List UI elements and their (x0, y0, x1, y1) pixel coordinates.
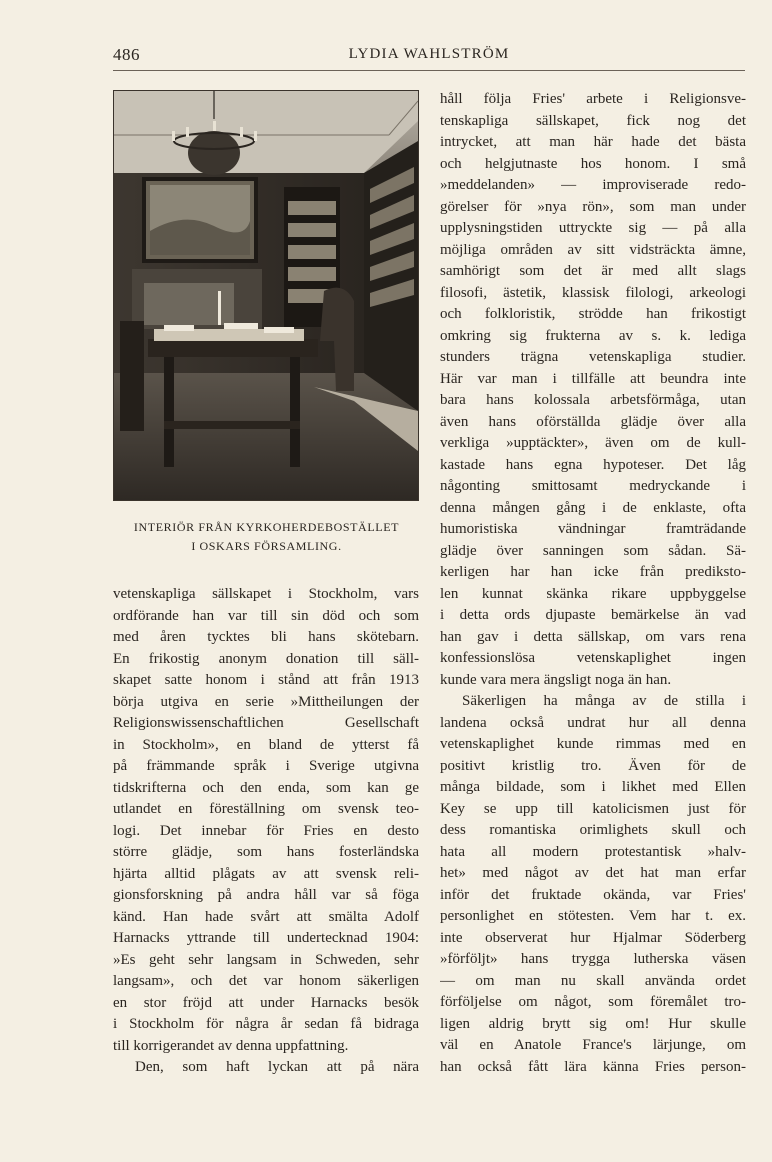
text-line: samhörigt som det är med allt slags (440, 263, 746, 279)
text-line: glädje över sanningen som sådan. Sä- (440, 542, 746, 559)
text-line: dess romantiska orimlighets skull och (440, 822, 746, 838)
text-line: stunders trägna vetenskapliga studier. (440, 349, 746, 365)
text-line: filosofi, ästetik, klassisk filologi, arkeologi (440, 284, 746, 301)
header-rule (113, 70, 745, 71)
text-line: håll följa Fries' arbete i Religionsve- (440, 91, 746, 107)
text-line: bara hans kolossala arbetsförmåga, utan (440, 392, 746, 408)
text-line: även hans oförställda glädje över alla (440, 413, 746, 430)
text-line: i detta ords djupaste bemärkelse än vad (440, 607, 746, 623)
text-line: — om man nu skall använda ordet (440, 972, 746, 989)
text-line: landena också undrat hur all denna (440, 714, 746, 731)
text-line: hjärta alltid plågats av att svensk reli- (113, 865, 419, 882)
text-line: vetenskapliga sällskapet i Stockholm, vars (113, 586, 419, 602)
text-line: konfessionslösa vetenskaplighet ingen (440, 650, 746, 666)
text-line: förföljelse om något, som föremålet tro- (440, 994, 746, 1010)
text-line: han också fått lära känna Fries person- (440, 1058, 746, 1075)
text-line: till korrigerandet av denna uppfattning. (113, 1037, 349, 1054)
right-column-text (440, 89, 746, 1078)
text-line: hata all modern protestantisk »halv- (440, 843, 746, 860)
text-line: och helgjutnaste hos honom. I små (440, 155, 746, 172)
text-line: personlighet en stötesten. Vem har t. ex. (440, 908, 746, 924)
text-line: börja utgiva en serie »Mittheilungen der (113, 693, 419, 710)
text-line: denna mången gång i de enklaste, ofta (440, 499, 746, 516)
text-line: upplysningstiden uttryckte sig — på alla (440, 220, 746, 236)
text-line: tenskapliga sällskapet, fick nog det (440, 112, 746, 129)
text-line: verkliga »upptäckter», även om de kull- (440, 435, 746, 451)
text-line: humoristiska vändningar framträdande (440, 521, 746, 537)
text-line: Harnacks yttrande till undertecknad 1904: (113, 930, 419, 946)
text-line: inför det fruktade okända, var Fries' (440, 886, 746, 903)
text-line: gionsforskning på andra håll var så föga (113, 887, 419, 903)
page-header (113, 45, 745, 73)
photo-caption (113, 518, 420, 556)
text-line: in Stockholm», en bland de ytterst få (113, 736, 419, 753)
text-line: langsam», och det var honom säkerligen (113, 973, 419, 989)
page-number: 486 (113, 45, 140, 64)
text-line: »Es geht sehr langsam in Schweden, sehr (113, 951, 419, 968)
text-line: väl en Anatole France's lärjunge, om (440, 1037, 746, 1053)
left-column-text (113, 584, 419, 1079)
text-line: han gav i detta sällskap, om vars rena (440, 628, 746, 645)
text-line: ordförande han var till sin död och som (113, 607, 419, 624)
text-line: het» med något av det hat man erfar (440, 865, 746, 881)
text-line: Key se upp till katolicismen just för (440, 800, 746, 817)
text-line: skapet satte honom i stånd att från 1913 (113, 672, 419, 688)
text-line: positivt kristlig tro. Även för de (440, 757, 746, 774)
text-line: på främmande språk i Sverige utgivna (113, 758, 419, 774)
text-line: ligen aldrig brytt sig om! Hur skulle (440, 1015, 746, 1032)
text-line: större glädje, som hans fosterländska (113, 844, 419, 860)
text-line: utlandet en föreställning om svensk teo- (113, 801, 419, 817)
text-line: Den, som haft lyckan att på nära (135, 1059, 419, 1075)
text-line: med åren tycktes bli hans skötebarn. (113, 629, 419, 645)
text-line: Religionswissenschaftlichen Gesellschaft (113, 715, 419, 731)
text-line: någonting smittosamt medryckande i (440, 478, 746, 494)
text-line: kunde vara mera ängsligt noga än han. (440, 671, 672, 688)
text-line: omkring sig frukterna av s. k. lediga (440, 327, 746, 344)
caption-line: I OSKARS FÖRSAMLING. (191, 539, 342, 553)
text-line: i Stockholm för några år sedan få bidraga (113, 1016, 419, 1032)
text-line: intrycket, att man här hade det bästa (440, 134, 746, 150)
interior-photograph (113, 90, 419, 501)
text-line: len kunnat skänka rikare uppbyggelse (440, 585, 746, 602)
text-line: vetenskaplighet kunde rimmas med en (440, 736, 746, 752)
running-title: LYDIA WAHLSTRÖM (348, 46, 510, 62)
text-line: Säkerligen ha många av de stilla i (462, 693, 746, 709)
caption-line: INTERIÖR FRÅN KYRKOHERDEBOSTÄLLET (133, 520, 400, 534)
text-line: logi. Det innebar för Fries en desto (113, 822, 419, 839)
text-line: tidskrifterna och den enda, som kan ge (113, 779, 419, 796)
photo-illustration (114, 91, 418, 500)
text-line: En frikostig anonym donation till säll- (113, 650, 419, 667)
text-line: känd. Han hade svårt att smälta Adolf (113, 908, 419, 925)
text-line: görelser för »nya rön», som man under (440, 198, 746, 215)
text-line: en stor fröjd att under Harnacks besök (113, 994, 419, 1011)
text-line: inte observerat hur Hjalmar Söderberg (440, 929, 746, 946)
text-line: Här var man i tillfälle att beundra inte (440, 370, 746, 387)
text-line: »förföljt» hans trygga lutherska väsen (440, 951, 746, 967)
text-line: »meddelanden» — improviserade redo- (440, 177, 746, 193)
text-line: många bildade, som i likhet med Ellen (440, 779, 746, 795)
text-line: möjliga områden av sitt vidsträckta ämne, (440, 241, 746, 258)
text-line: kerligen har han icke från predikstο- (440, 564, 746, 580)
text-line: kastade hans egna hypoteser. Det låg (440, 456, 746, 473)
text-line: och folkloristik, strödde han frikostigt (440, 306, 746, 322)
